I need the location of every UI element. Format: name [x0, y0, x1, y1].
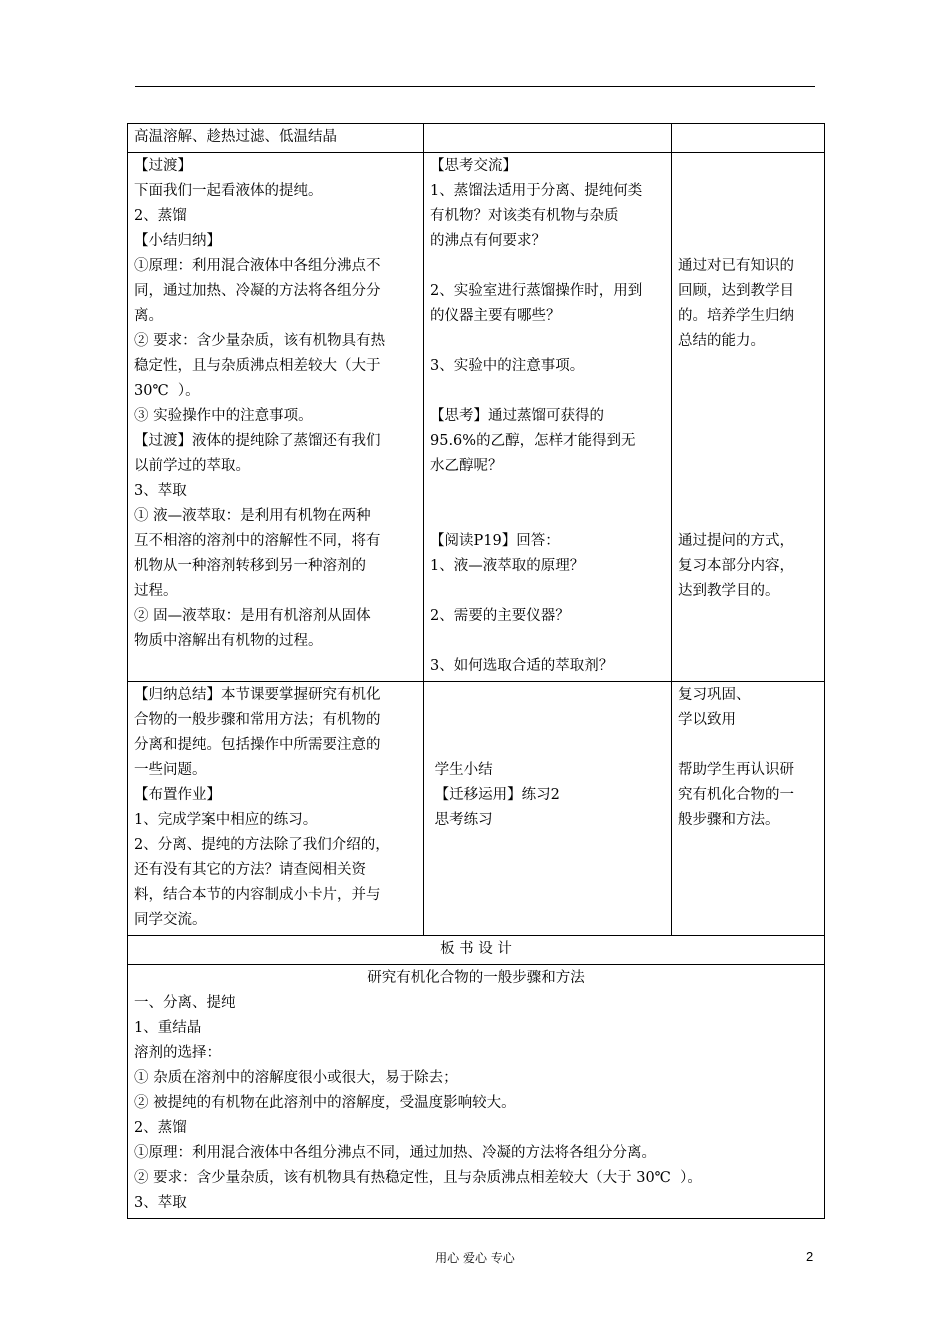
text-line: 2、实验室进行蒸馏操作时，用到 [430, 283, 643, 299]
student-activity-cell [424, 682, 672, 936]
text-line: 过程。 [134, 583, 178, 599]
text-line: 2、分离、提纯的方法除了我们介绍的， [134, 837, 390, 853]
text-line: 通过提问的方式， [678, 533, 794, 549]
board-design-header-label: 板 书 设 计 [440, 941, 512, 957]
text-line: 【过渡】液体的提纯除了蒸馏还有我们 [134, 433, 381, 449]
text-line [678, 154, 818, 179]
text-line: 2、需要的主要仪器？ [430, 608, 570, 624]
text-line: 溶剂的选择： [134, 1045, 221, 1061]
text-line: 料，结合本节的内容制成小卡片，并与 [134, 887, 381, 903]
text-line: ① 液—液萃取：是利用有机物在两种 [134, 508, 371, 524]
text-line [678, 733, 818, 758]
text-line: 同学交流。 [134, 912, 207, 928]
text-line: 总结的能力。 [678, 333, 765, 349]
table-row [128, 124, 825, 153]
text-line: 达到教学目的。 [678, 583, 780, 599]
table-row [128, 965, 825, 1219]
text-line: ① 杂质在溶剂中的溶解度很小或很大，易于除去； [134, 1070, 458, 1086]
text-line: 分离和提纯。包括操作中所需要注意的 [134, 737, 381, 753]
design-intent-cell [672, 153, 825, 682]
text-line: ③ 实验操作中的注意事项。 [134, 408, 313, 424]
page-footer: 用心 爱心 专心 [435, 1251, 515, 1265]
teacher-activity-cell [128, 682, 424, 936]
text-line: ② 要求：含少量杂质，该有机物具有热稳定性，且与杂质沸点相差较大（大于 30℃ ）。 [134, 1170, 702, 1186]
text-line: 3、实验中的注意事项。 [430, 358, 585, 374]
page-number: 2 [806, 1249, 814, 1264]
text-line [430, 683, 665, 708]
text-line [430, 329, 665, 354]
text-line [678, 479, 818, 504]
text-line: 一、分离、提纯 [134, 995, 236, 1011]
text-line: 思考练习 [430, 812, 493, 828]
text-line [678, 429, 818, 454]
text-line: 有机物？对该类有机物与杂质 [430, 208, 619, 224]
text-line: 1、液—液萃取的原理？ [430, 558, 585, 574]
text-line: 【布置作业】 [134, 787, 221, 803]
text-line: 的仪器主要有哪些？ [430, 308, 561, 324]
text-line [430, 708, 665, 733]
text-line: 般步骤和方法。 [678, 812, 780, 828]
text-line: 95.6%的乙醇，怎样才能得到无 [430, 433, 636, 449]
text-line: 以前学过的萃取。 [134, 458, 250, 474]
text-line [678, 204, 818, 229]
board-design-header [128, 936, 825, 965]
text-line: 的沸点有何要求？ [430, 233, 546, 249]
text-line: 【小结归纳】 [134, 233, 221, 249]
text-line: ② 要求：含少量杂质，该有机物具有热 [134, 333, 386, 349]
text-line: 回顾，达到教学目 [678, 283, 794, 299]
header-rule [135, 86, 815, 87]
text-line [678, 229, 818, 254]
text-line: 学以致用 [678, 712, 736, 728]
text-line: 【归纳总结】本节课要掌握研究有机化 [134, 687, 381, 703]
text-line: 【思考】通过蒸馏可获得的 [430, 408, 604, 424]
text-line: 30℃ ）。 [134, 383, 200, 399]
text-line: 【阅读P19】回答： [430, 533, 560, 549]
text-line [430, 733, 665, 758]
board-design-content [128, 965, 825, 1219]
text-line [678, 179, 818, 204]
text-line: ①原理：利用混合液体中各组分沸点不 [134, 258, 381, 274]
text-line [430, 479, 665, 504]
board-title: 研究有机化合物的一般步骤和方法 [367, 970, 585, 986]
text-line: ①原理：利用混合液体中各组分沸点不同，通过加热、冷凝的方法将各组分分离。 [134, 1145, 656, 1161]
text-line [678, 379, 818, 404]
text-line [430, 579, 665, 604]
text-line: 高温溶解、趁热过滤、低温结晶 [134, 129, 337, 145]
student-activity-cell [424, 153, 672, 682]
text-line [430, 379, 665, 404]
text-line: 1、完成学案中相应的练习。 [134, 812, 318, 828]
text-line: 【过渡】 [134, 158, 192, 174]
text-line: 离。 [134, 308, 163, 324]
teacher-activity-cell [128, 153, 424, 682]
text-line: 1、重结晶 [134, 1020, 202, 1036]
text-line [678, 504, 818, 529]
text-line: 帮助学生再认识研 [678, 762, 794, 778]
text-line: 下面我们一起看液体的提纯。 [134, 183, 323, 199]
table-row [128, 153, 825, 682]
text-line: 【迁移运用】练习2 [430, 787, 560, 803]
text-line [678, 354, 818, 379]
teacher-activity-cell [128, 124, 424, 153]
text-line: 复习巩固、 [678, 687, 751, 703]
text-line: 1、蒸馏法适用于分离、提纯何类 [430, 183, 643, 199]
text-line: 合物的一般步骤和常用方法；有机物的 [134, 712, 381, 728]
student-activity-cell [424, 124, 672, 153]
text-line: 稳定性，且与杂质沸点相差较大（大于 [134, 358, 381, 374]
text-line [678, 404, 818, 429]
text-line: 复习本部分内容， [678, 558, 794, 574]
text-line: 还有没有其它的方法？请查阅相关资 [134, 862, 366, 878]
text-line: 学生小结 [430, 762, 493, 778]
text-line [678, 454, 818, 479]
lesson-table [127, 123, 825, 1219]
text-line [430, 629, 665, 654]
text-line: 物质中溶解出有机物的过程。 [134, 633, 323, 649]
text-line [430, 254, 665, 279]
text-line: ② 被提纯的有机物在此溶剂中的溶解度，受温度影响较大。 [134, 1095, 516, 1111]
text-line: 机物从一种溶剂转移到另一种溶剂的 [134, 558, 366, 574]
text-line: 的。培养学生归纳 [678, 308, 794, 324]
board-lines [134, 991, 818, 1216]
text-line: 通过对已有知识的 [678, 258, 794, 274]
design-intent-cell [672, 682, 825, 936]
text-line [430, 504, 665, 529]
text-line: ② 固—液萃取：是用有机溶剂从固体 [134, 608, 371, 624]
text-line: 3、如何选取合适的萃取剂？ [430, 658, 614, 674]
text-line: 同，通过加热、冷凝的方法将各组分分 [134, 283, 381, 299]
table-row [128, 682, 825, 936]
text-line: 【思考交流】 [430, 158, 517, 174]
text-line: 水乙醇呢？ [430, 458, 503, 474]
text-line: 2、蒸馏 [134, 1120, 187, 1136]
text-line: 3、萃取 [134, 483, 187, 499]
text-line: 3、萃取 [134, 1195, 187, 1211]
design-intent-cell [672, 124, 825, 153]
text-line: 2、蒸馏 [134, 208, 187, 224]
text-line: 究有机化合物的一 [678, 787, 794, 803]
text-line: 一些问题。 [134, 762, 207, 778]
text-line: 互不相溶的溶剂中的溶解性不同，将有 [134, 533, 381, 549]
table-row [128, 936, 825, 965]
